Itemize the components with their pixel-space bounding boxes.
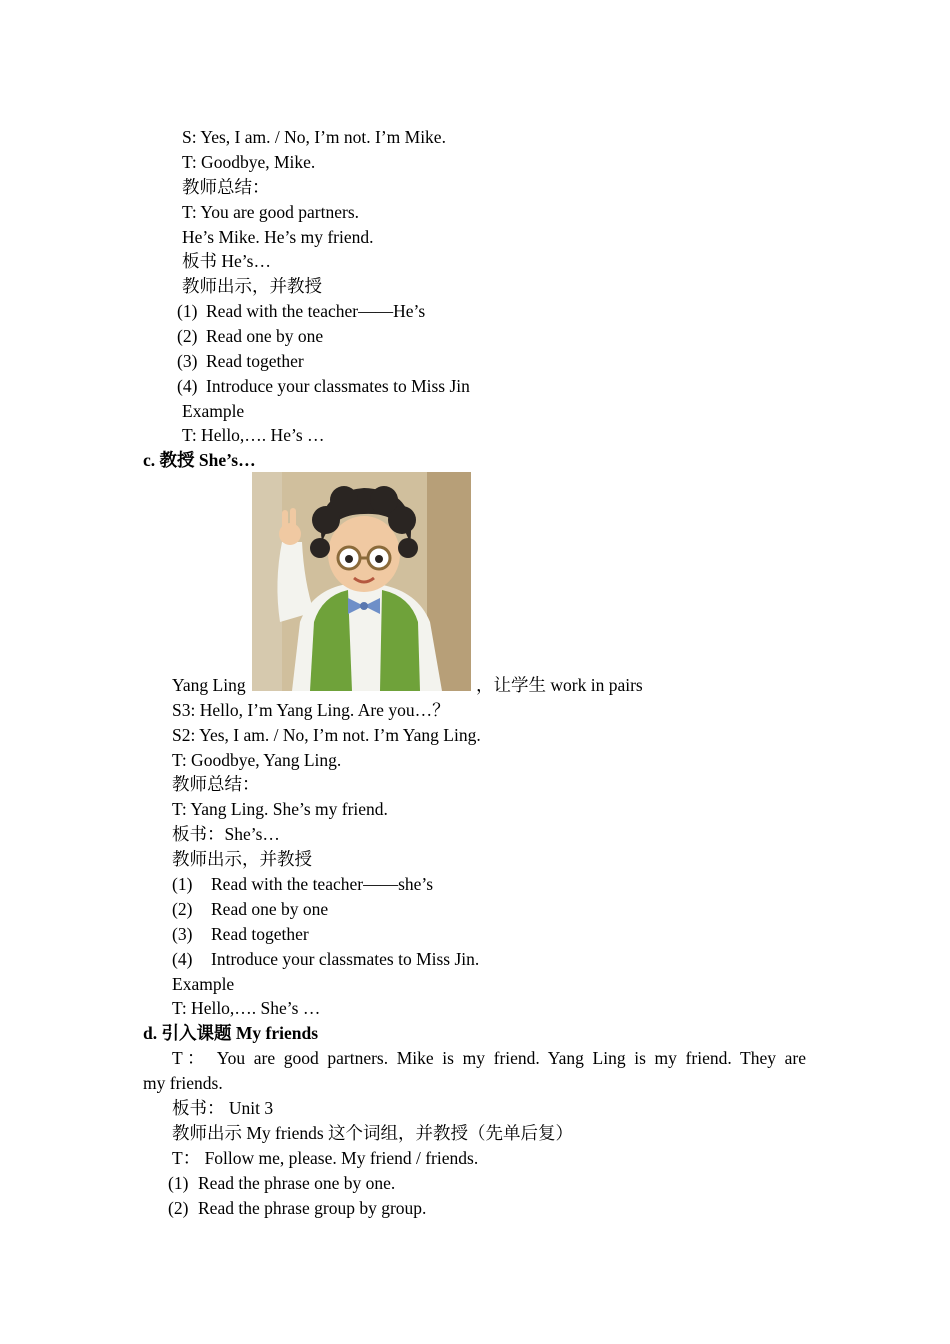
text-line: He’s Mike. He’s my friend.: [182, 227, 374, 247]
text-line: 教师总结：: [172, 774, 260, 794]
list-item: (4) Introduce your classmates to Miss Jin.: [172, 949, 480, 969]
text-line: ，让学生 work in pairs: [476, 675, 643, 695]
section-heading: c. 教授 She’s…: [143, 450, 256, 470]
text-line: T: Yang Ling. She’s my friend.: [172, 799, 388, 819]
text-line: T: Hello,…. She’s …: [172, 998, 321, 1018]
text-line: 板书：She’s…: [172, 824, 280, 844]
list-item: (1) Read with the teacher——He’s: [177, 301, 426, 321]
list-item: (2) Read one by one: [177, 326, 324, 346]
text-line: T: Goodbye, Mike.: [182, 152, 316, 172]
text-line: S: Yes, I am. / No, I’m not. I’m Mike.: [182, 127, 446, 147]
text-line: Yang Ling: [172, 675, 246, 695]
text-line: 教师出示 My friends 这个词组，并教授（先单后复）: [172, 1123, 574, 1143]
text-line: 教师出示，并教授: [182, 276, 322, 296]
text-line: T: Goodbye, Yang Ling.: [172, 750, 342, 770]
text-line: Example: [182, 401, 245, 421]
list-item: (2) Read one by one: [172, 899, 329, 919]
text-line: T： Follow me, please. My friend / friends.: [172, 1148, 479, 1168]
list-item: (4) Introduce your classmates to Miss Jin: [177, 376, 470, 396]
text-line: S3: Hello, I’m Yang Ling. Are you…？: [172, 700, 450, 720]
section-heading: d. 引入课题 My friends: [143, 1023, 318, 1043]
text-line: T: You are good partners.: [182, 202, 360, 222]
text-line: 教师总结：: [182, 177, 270, 197]
text-line: 板书： Unit 3: [172, 1098, 274, 1118]
list-item: (3) Read together: [172, 924, 309, 944]
text-line: S2: Yes, I am. / No, I’m not. I’m Yang Ling.: [172, 725, 481, 745]
text-line: 板书 He’s…: [182, 251, 271, 271]
list-item: (2) Read the phrase group by group.: [168, 1198, 427, 1218]
paragraph-line: T： You are good partners. Mike is my friend. Yang Ling is my friend. They are: [172, 1048, 806, 1068]
list-item: (1) Read with the teacher——she’s: [172, 874, 434, 894]
text-line: Example: [172, 974, 235, 994]
list-item: (1) Read the phrase one by one.: [168, 1173, 396, 1193]
list-item: (3) Read together: [177, 351, 304, 371]
paragraph-line: my friends.: [143, 1073, 223, 1093]
yang-ling-illustration: [252, 472, 471, 691]
text-line: 教师出示，并教授: [172, 849, 312, 869]
text-line: T: Hello,…. He’s …: [182, 425, 325, 445]
